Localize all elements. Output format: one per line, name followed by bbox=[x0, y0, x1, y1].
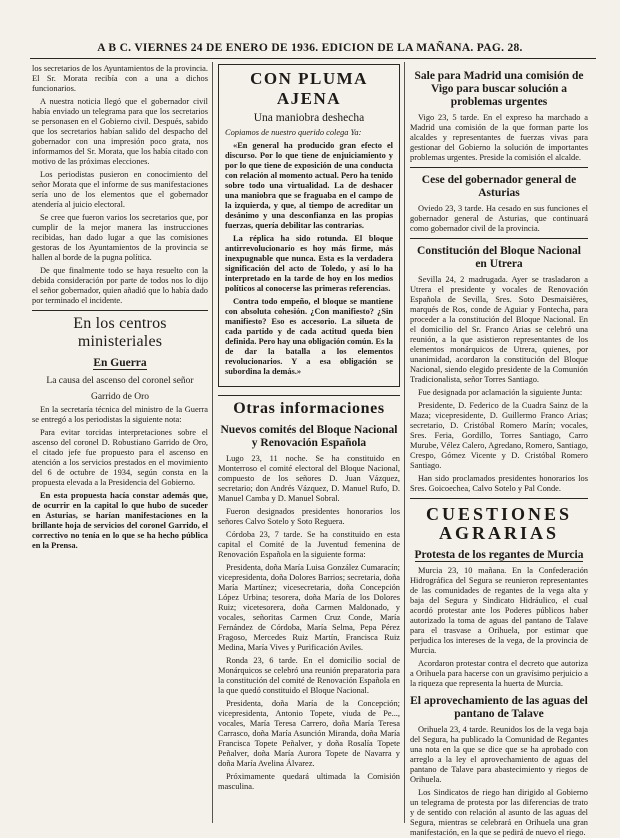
divider bbox=[410, 498, 588, 499]
article-paragraph: De que finalmente todo se haya resuelto con la debida consideración por parte de todos nos lo dijo el señor gobernador, quien añadió que lo había dado por terminado el incidente. bbox=[32, 266, 208, 305]
column-middle bbox=[218, 64, 400, 825]
article-paragraph: Oviedo 23, 3 tarde. Ha cesado en sus funciones el gobernador general de Asturias, que continuará como gobernador civil de la provincia. bbox=[410, 204, 588, 233]
headline-vigo: Sale para Madrid una comisión de Vigo para buscar solución a problemas urgentes bbox=[414, 70, 584, 108]
headline-causa: La causa del ascenso del coronel señor bbox=[46, 376, 194, 386]
section-cuestiones-agrarias: CUESTIONES AGRARIAS bbox=[425, 504, 573, 543]
headline-asturias: Cese del gobernador general de Asturias bbox=[421, 174, 577, 199]
article-paragraph: Presidente, D. Federico de la Cuadra Sainz de la Maza; vicepresidente, D. Guillermo Franco Arias; secretario, D. Cristóbal Romero Marín; vocales, Sres. Feria, Gordillo, Torres Santiago, Carro Murube, Vélez Calero, Agredano, Romero, Santiago, Crespo, Gómez Vicente y D. Cristóbal Romero Santiago. bbox=[410, 401, 589, 470]
article-paragraph: Los Sindicatos de riego han dirigido al Gobierno un telegrama de protesta por las diferencias de trato y de sentido con relación al asunto de las aguas del Segura, mientras se celebrará en Orihuela una gran manifestación, en la que se pedirá de nuevo el riego. bbox=[410, 788, 588, 837]
box-paragraph: «En general ha producido gran efecto el discurso. Por lo que tiene de enjuiciamiento y por lo que tiene de exposición de una conducta con relación al momento actual. Pero ha tenido sobre todo una virtualidad. La de deshacer una maniobra que se fraguaba en el campo de la izquierda, y que, al tiempo de acreditar un desánimo y una desconfianza en las propias fuerzas, quería debilitar las contrarias. bbox=[225, 141, 393, 230]
box-title: CON PLUMA AJENA bbox=[250, 69, 368, 108]
pluma-ajena-box bbox=[218, 64, 400, 387]
section-title-ministerios: En los centros ministeriales bbox=[32, 310, 208, 351]
subsection-guerra: En Guerra bbox=[93, 357, 147, 369]
article-paragraph: Próximamente quedará ultimada la Comisión masculina. bbox=[218, 772, 400, 791]
box-paragraph: Contra todo empeño, el bloque se mantiene con absoluta cohesión. ¿Con manifiesto? ¿Sin manifiesto? Eso es accesorio. La silueta de cada partido y de cada actitud queda bien definida. Pero hay una obligación común. Es la de dar la batalla a los elementos revolucionarios. Y a esa obligación se subordina la demás.» bbox=[225, 297, 393, 376]
article-paragraph: Los periodistas pusieron en conocimiento del señor Morata que el informe de sus manifestaciones sería uno de los elementos que el gobernador atendería al juicio electoral. bbox=[32, 170, 208, 209]
article-paragraph: Fueron designados presidentes honorarios los señores Calvo Sotelo y Soto Reguera. bbox=[218, 507, 400, 526]
article-paragraph: Se cree que fueron varios los secretarios que, por cumplir de la mejor manera las instrucciones recibidas, han dado lugar a que las comisiones gestoras de los Ayuntamientos de la provincia se hallen al borde de la pugna política. bbox=[32, 213, 208, 262]
article-paragraph: Murcia 23, 10 mañana. En la Confederación Hidrográfica del Segura se reunieron representantes de las comunidades de regantes de la vega alta y baja del Segura y Sindicato Hidráulico, el cual acordó protestar ante los Poderes públicos haber autorizado la toma de aguas del pantano de Talave para el trasvase a Orihuela, por estimar que perjudica los intereses de la vega, de la provincia de Murcia. bbox=[410, 566, 588, 655]
article-paragraph: Sevilla 24, 2 madrugada. Ayer se trasladaron a Utrera el presidente y vocales de Renovación Española de Sevilla, Sres. Soto Desmaisières, marqués de Ros, conde de Aguiar y Fontecha, para proceder a la constitución del Bloque Nacional. En el domicilio del Sr. Franco Arias se celebró una reunión, a la que asistieron representantes de los elementos monárquicos de Utrera, quienes, por unanimidad, acordaron la constitución del Bloque Nacional, siendo elegido presidente de la Comunión Tradicionalista, señor Torres Santiago. bbox=[410, 275, 588, 384]
headline-utrera: Constitución del Bloque Nacional en Utrera bbox=[417, 245, 581, 270]
divider bbox=[410, 167, 588, 168]
article-paragraph: Orihuela 23, 4 tarde. Reunidos los de la vega baja del Segura, ha publicado la Comunidad de Regantes una nota en la que se dice que se ha aprobado con arreglo a la ley el aprovechamiento de aguas del pantano de Talave para abastecimiento y riegos de Orihuela. bbox=[410, 725, 588, 784]
article-paragraph: Fue designada por aclamación la siguiente Junta: bbox=[418, 388, 583, 397]
box-paragraph: La réplica ha sido rotunda. El bloque antirrevolucionario es hoy más firme, más inexpugnable que nunca. Esta es la verdadera significación del acto de Toledo, y así lo ha interpretado en la tarde de hoy en los medios políticos al conocerse las primeras referencias. bbox=[225, 234, 393, 293]
article-paragraph: Presidenta, doña María Luisa González Cumaracín; vicepresidenta, doña Dolores Barrios; secretaria, doña María Martínez; vicesecretaria, doña Concepción López Urbina; tesorera, doña María de los Dolores Ruiz; vicetesorera, doña Carmen Maldonado, y vocales, señoritas Carmen Cruz Conde, María Fernández de Córdoba, María Selma, Pepa Pérez Fragoso, Mercedes Ruiz Martín, Francisca Ruiz Medina, María Vives y Purificación Aviles. bbox=[218, 563, 400, 652]
article-paragraph: Lugo 23, 11 noche. Se ha constituido en Monterroso el comité electoral del Bloque Nacional, compuesto de los señores D. Juan Vázquez, secretario; don Andrés Vázquez, D. Manuel Rufo, D. Manuel Camba y D. Manuel Sobral. bbox=[218, 454, 400, 503]
headline-talave: El aprovechamiento de las aguas del pantano de Talave bbox=[410, 695, 588, 720]
article-paragraph: Para evitar torcidas interpretaciones sobre el ascenso del coronel D. Robustiano Garrido de Oro, el citado jefe fue propuesto para el ascenso en atención a los servicios prestados en el movimiento del 6 de octubre de 1934, según consta en la propuesta elevada a la Presidencia del Gobierno. bbox=[32, 428, 208, 487]
headline-garrido: Garrido de Oro bbox=[90, 392, 150, 402]
divider bbox=[410, 238, 588, 239]
column-left bbox=[32, 64, 208, 825]
article-paragraph: Presidenta, doña María de la Concepción; vicepresidenta, Antonio Topete, viuda de Pe..., vocales, María Teresa Carrero, doña María Teresa Carrasco, doña María Asunción Miranda, doña María Francisca Topete Peñalver, y doña Rosalía Topete Peñalver, doña María Aurora Topete de Navarra y doña María Avelina Álvarez. bbox=[218, 699, 400, 768]
article-paragraph: los secretarios de los Ayuntamientos de la provincia. El Sr. Morata recibía con a una a dichos funcionarios. bbox=[32, 64, 208, 93]
column-right bbox=[410, 64, 589, 837]
article-paragraph: Córdoba 23, 7 tarde. Se ha constituido en esta capital el Comité de la Juventud femenina de Renovación Española en la siguiente forma: bbox=[218, 530, 400, 559]
article-paragraph: Acordaron protestar contra el decreto que autoriza a Orihuela para hacerse con un gravísimo perjuicio a la riqueza que representa la huerta de Murcia. bbox=[410, 659, 588, 688]
column-divider bbox=[404, 62, 405, 823]
column-divider bbox=[212, 62, 213, 823]
article-paragraph: Ronda 23, 6 tarde. En el domicilio social de Monárquicos se celebró una reunión preparatoria para la constitución del comité de Renovación Española en la que quedó constituido el Bloque Nacional. bbox=[218, 656, 400, 695]
page-header: A B C. VIERNES 24 DE ENERO DE 1936. EDICION DE LA MAÑANA. PAG. 28. bbox=[97, 42, 523, 54]
header-rule bbox=[30, 58, 596, 59]
article-paragraph: En la secretaría técnica del ministro de la Guerra se entregó a los periodistas la siguiente nota: bbox=[32, 405, 208, 424]
box-subtitle: Una maniobra deshecha bbox=[253, 112, 365, 124]
article-paragraph: Han sido proclamados presidentes honorarios los Sres. Goicoechea, Calvo Sotelo y Pal Conde. bbox=[410, 474, 588, 493]
article-paragraph: En esta propuesta hacía constar además que, de ocurrir en la capital lo que hubo de suceder en Asturias, se harían manifestaciones en la brillante hoja de servicios del coronel Garrido, el correctivo no tenía en lo que se ha hecho pública en la Prensa. bbox=[32, 491, 208, 550]
headline-murcia: Protesta de los regantes de Murcia bbox=[414, 549, 584, 561]
article-paragraph: Vigo 23, 5 tarde. En el expreso ha marchado a Madrid una comisión de la que forman parte los alcaldes y representantes de fuerzas vivas para gestionar del Gobierno la solución de importantes problemas urgentes. Preside la comisión el alcalde. bbox=[410, 113, 588, 162]
box-citation: Copiamos de nuestro querido colega Ya: bbox=[225, 128, 362, 137]
article-paragraph: A nuestra noticia llegó que el gobernador civil había enviado un telegrama para que los secretarios se personasen en el Gobierno civil. Después, sabido que los secretarios habían salido del despacho del gobernador con una impresión poco grata, nos informamos del Sr. Morata, que los había citado con motivo de las próximas elecciones. bbox=[32, 97, 208, 166]
headline-comites: Nuevos comités del Bloque Nacional y Renovación Española bbox=[220, 424, 398, 449]
section-title-otras: Otras informaciones bbox=[218, 395, 400, 418]
